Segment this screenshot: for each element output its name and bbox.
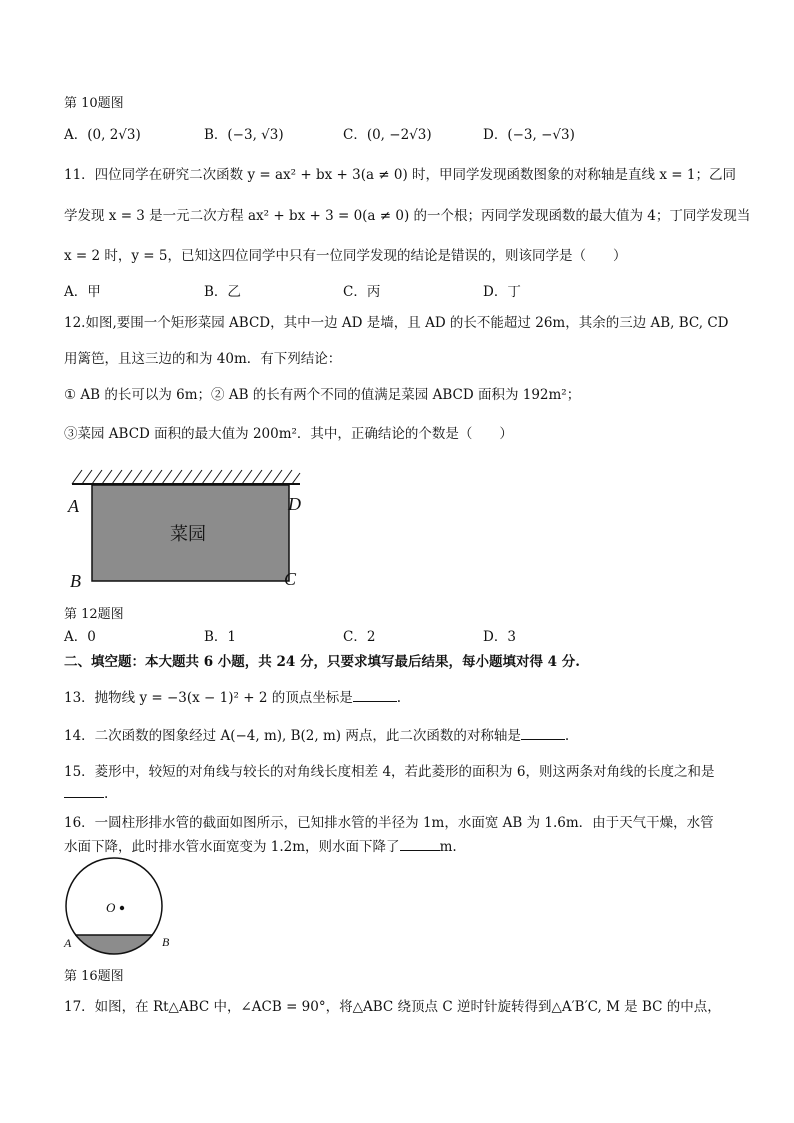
q15-line-1: 15．菱形中，较短的对角线与较长的对角线长度相差 4，若此菱形的面积为 6，则这两条对角线的长度之和是 [64, 764, 715, 780]
fig16-caption: 第 16题图 [64, 969, 124, 984]
q14-end: . [564, 728, 570, 744]
q11-option-d: D．丁 [483, 284, 521, 300]
q16-unit: m. [439, 839, 457, 855]
q17-line-1: 17．如图，在 Rt△ABC 中，∠ACB = 90°，将△ABC 绕顶点 C 逆时针旋转得到△A′B′C, M 是 BC 的中点， [64, 999, 721, 1015]
fig10-caption: 第 10题图 [64, 96, 124, 111]
q11-option-b: B．乙 [204, 284, 241, 300]
q10-option-a: A．(0, 2√3) [64, 127, 141, 143]
q16-answer-blank[interactable] [400, 838, 440, 851]
vertex-b: B [70, 571, 81, 591]
q15-end: . [104, 786, 109, 802]
q15-answer-blank[interactable] [64, 785, 104, 798]
vertex-d: D [288, 494, 301, 514]
vertex-a: A [68, 496, 79, 516]
q11-option-c: C．丙 [343, 284, 381, 300]
q12-option-d: D．3 [483, 629, 516, 645]
center-dot [120, 906, 124, 910]
q10-option-b: B．(−3, √3) [204, 127, 284, 143]
q13-text: 13．抛物线 y = −3(x − 1)² + 2 的顶点坐标是 [64, 690, 353, 706]
q10-option-c: C．(0, −2√3) [343, 127, 432, 143]
fig12-caption: 第 12题图 [64, 607, 124, 622]
q14-line [64, 727, 569, 745]
q12-line-1: 12.如图,要围一个矩形菜园 ABCD，其中一边 AD 是墙，且 AD 的长不能超过 26m，其余的三边 AB, BC, CD [64, 315, 729, 331]
q13-answer-blank[interactable] [353, 689, 397, 702]
q11-line-1: 11．四位同学在研究二次函数 y = ax² + bx + 3(a ≠ 0) 时，甲同学发现函数图象的对称轴是直线 x = 1；乙同 [64, 167, 736, 183]
wall-hatching [72, 470, 300, 484]
q16-line-1: 16．一圆柱形排水管的截面如图所示，已知排水管的半径为 1m，水面宽 AB 为 1.6m．由于天气干燥，水管 [64, 815, 714, 831]
q11-line-3: x = 2 时，y = 5，已知这四位同学中只有一位同学发现的结论是错误的，则该同学是（ ） [64, 248, 627, 264]
vertex-c: C [284, 569, 297, 589]
q11-option-a: A．甲 [64, 284, 101, 300]
q15-line-2 [64, 785, 108, 803]
q13-line [64, 689, 401, 707]
q12-line-4: ③菜园 ABCD 面积的最大值为 200m²．其中，正确结论的个数是（ ） [64, 426, 513, 442]
q12-line-2: 用篱笆，且这三边的和为 40m．有下列结论： [64, 351, 342, 367]
q14-answer-blank[interactable] [521, 727, 565, 740]
q12-option-c: C．2 [343, 629, 376, 645]
q12-option-b: B．1 [204, 629, 237, 645]
center-label: O [106, 900, 116, 915]
q12-line-3: ① AB 的长可以为 6m；② AB 的长有两个不同的值满足菜园 ABCD 面积为 192m²； [64, 387, 581, 403]
q10-option-d: D．(−3, −√3) [483, 127, 575, 143]
q16-text: 水面下降，此时排水管水面宽变为 1.2m，则水面下降了 [64, 839, 400, 855]
q16-pipe-figure [60, 856, 180, 960]
point-b-label: B [162, 935, 170, 949]
garden-label: 菜园 [170, 524, 206, 544]
q11-line-2: 学发现 x = 3 是一元二次方程 ax² + bx + 3 = 0(a ≠ 0) 的一个根；丙同学发现函数的最大值为 4；丁同学发现当 [64, 208, 751, 224]
point-a-label: A [64, 936, 72, 950]
q12-garden-figure [62, 462, 312, 592]
q14-text: 14．二次函数的图象经过 A(−4, m), B(2, m) 两点，此二次函数的对称轴是 [64, 728, 521, 744]
q13-end: . [396, 690, 402, 706]
section-2-heading: 二、填空题：本大题共 6 小题，共 24 分，只要求填写最后结果，每小题填对得 4 分. [64, 654, 580, 670]
q12-option-a: A．0 [64, 629, 96, 645]
q16-line-2 [64, 838, 457, 856]
